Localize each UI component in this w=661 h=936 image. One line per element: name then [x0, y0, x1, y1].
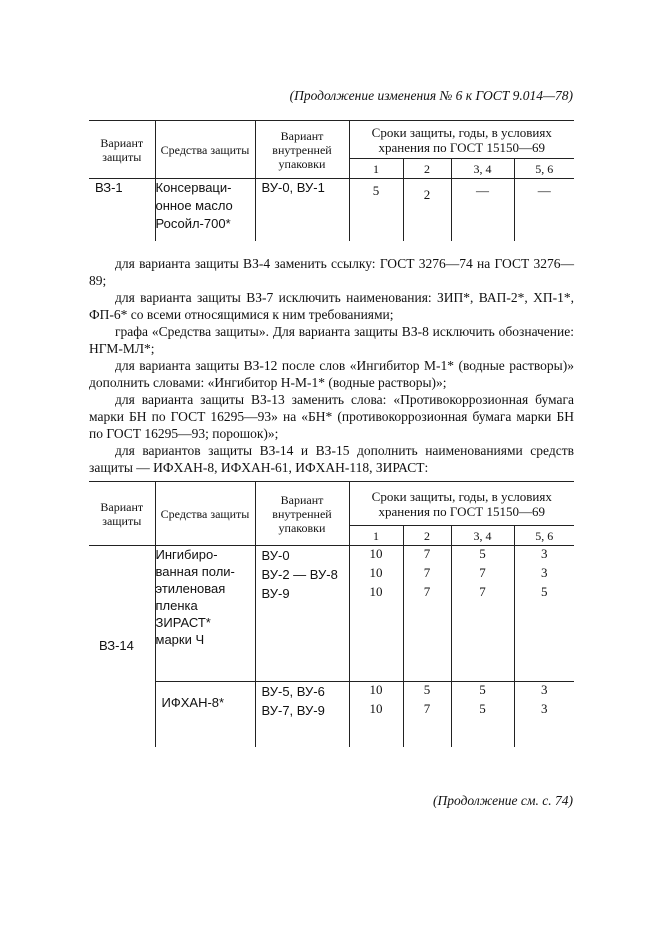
protection-table-2	[89, 481, 574, 747]
value-cell: 7	[451, 565, 514, 584]
paragraph: для варианта защиты ВЗ-13 заменить слова: «Противокоррозионная бумага марки БН по ГОСТ 16295—93» на «БН* (противокоррозионная бумага марки БН по ГОСТ 16295—93; порошок)»;	[89, 392, 574, 441]
value-cell: 5	[451, 546, 514, 566]
sub-header-3: 3, 4	[451, 526, 514, 546]
empty-cell	[514, 603, 574, 681]
col-header-terms: Сроки защиты, годы, в условиях хранения по ГОСТ 15150—69	[349, 121, 574, 159]
variant-cell: ВЗ-1	[89, 179, 155, 241]
table-row	[89, 179, 574, 241]
paragraph: для варианта защиты ВЗ-4 заменить ссылку: ГОСТ 3276—74 на ГОСТ 3276—89;	[89, 256, 574, 288]
value-cell: 7	[403, 546, 451, 566]
value-cell: 5	[451, 681, 514, 701]
value-cell: 2	[403, 179, 451, 241]
means-line: ЗИРАСТ*	[155, 615, 211, 630]
value-cell: 5	[349, 179, 403, 241]
pack-cell: ВУ-0	[255, 546, 349, 566]
paragraph: для вариантов защиты ВЗ-14 и ВЗ-15 дополнить наименованиями средств защиты — ИФХАН-8, ИФХАН-61, ИФХАН-118, ЗИРАСТ:	[89, 443, 574, 475]
means-line: марки Ч	[155, 632, 205, 647]
value-cell: 10	[349, 546, 403, 566]
value-cell: 7	[403, 701, 451, 747]
variant-cell: ВЗ-14	[89, 546, 155, 747]
col-header-pack: Вариант внутренней упаковки	[255, 121, 349, 179]
means-line: пленка	[155, 598, 198, 613]
sub-header-4: 5, 6	[514, 526, 574, 546]
col-header-means: Средства защиты	[155, 482, 255, 546]
pack-cell: ВУ-9	[255, 584, 349, 603]
means-cell	[155, 546, 255, 682]
value-cell: 10	[349, 681, 403, 701]
pack-cell: ВУ-0, ВУ-1	[255, 179, 349, 241]
col-header-variant: Вариант защиты	[89, 121, 155, 179]
means-line: ванная поли-	[155, 564, 235, 579]
paragraph: для варианта защиты ВЗ-12 после слов «Ингибитор М-1* (водные растворы)» дополнить словами: «Ингибитор Н-М-1* (водные растворы)»;	[89, 358, 574, 390]
empty-cell	[349, 603, 403, 681]
amendment-text	[89, 255, 574, 476]
value-cell: 5	[451, 701, 514, 747]
pack-cell: ВУ-7, ВУ-9	[255, 701, 349, 747]
value-cell: 10	[349, 584, 403, 603]
value-cell: 7	[451, 584, 514, 603]
sub-header-1: 1	[349, 526, 403, 546]
paragraph: графа «Средства защиты». Для варианта защиты ВЗ-8 исключить обозначение: НГМ-МЛ*;	[89, 324, 574, 356]
means-line: Росойл-700*	[155, 216, 231, 231]
col-header-variant: Вариант защиты	[89, 482, 155, 546]
sub-header-4: 5, 6	[514, 159, 574, 179]
empty-cell	[403, 603, 451, 681]
sub-header-2: 2	[403, 159, 451, 179]
means-cell	[155, 179, 255, 241]
col-header-terms: Сроки защиты, годы, в условиях хранения по ГОСТ 15150—69	[349, 482, 574, 526]
means-cell: ИФХАН-8*	[155, 681, 255, 747]
means-line: этиленовая	[155, 581, 226, 596]
protection-table-1	[89, 120, 574, 241]
value-cell: 3	[514, 546, 574, 566]
value-cell: 10	[349, 701, 403, 747]
paragraph: для варианта защиты ВЗ-7 исключить наименования: ЗИП*, ВАП-2*, ХП-1*, ФП-6* со всеми относящимися к ним требованиями;	[89, 290, 574, 322]
continuation-note: (Продолжение см. с. 74)	[433, 793, 573, 808]
means-line: Ингибиро-	[155, 547, 218, 562]
value-cell: 3	[514, 681, 574, 701]
value-cell: —	[451, 179, 514, 241]
empty-cell	[451, 603, 514, 681]
value-cell: 5	[403, 681, 451, 701]
value-cell: 7	[403, 584, 451, 603]
value-cell: 7	[403, 565, 451, 584]
value-cell: 3	[514, 565, 574, 584]
value-cell: 10	[349, 565, 403, 584]
pack-cell: ВУ-2 — ВУ-8	[255, 565, 349, 584]
running-header: (Продолжение изменения № 6 к ГОСТ 9.014—78)	[289, 88, 573, 103]
col-header-means: Средства защиты	[155, 121, 255, 179]
pack-cell: ВУ-5, ВУ-6	[255, 681, 349, 701]
empty-cell	[255, 603, 349, 681]
value-cell: 3	[514, 701, 574, 747]
sub-header-3: 3, 4	[451, 159, 514, 179]
sub-header-1: 1	[349, 159, 403, 179]
means-line: онное масло	[155, 198, 233, 213]
col-header-pack: Вариант внутренней упаковки	[255, 482, 349, 546]
value-cell: —	[514, 179, 574, 241]
sub-header-2: 2	[403, 526, 451, 546]
table-row	[89, 546, 574, 566]
value-cell: 5	[514, 584, 574, 603]
means-line: Консерваци-	[155, 180, 232, 195]
table-row	[89, 681, 574, 701]
